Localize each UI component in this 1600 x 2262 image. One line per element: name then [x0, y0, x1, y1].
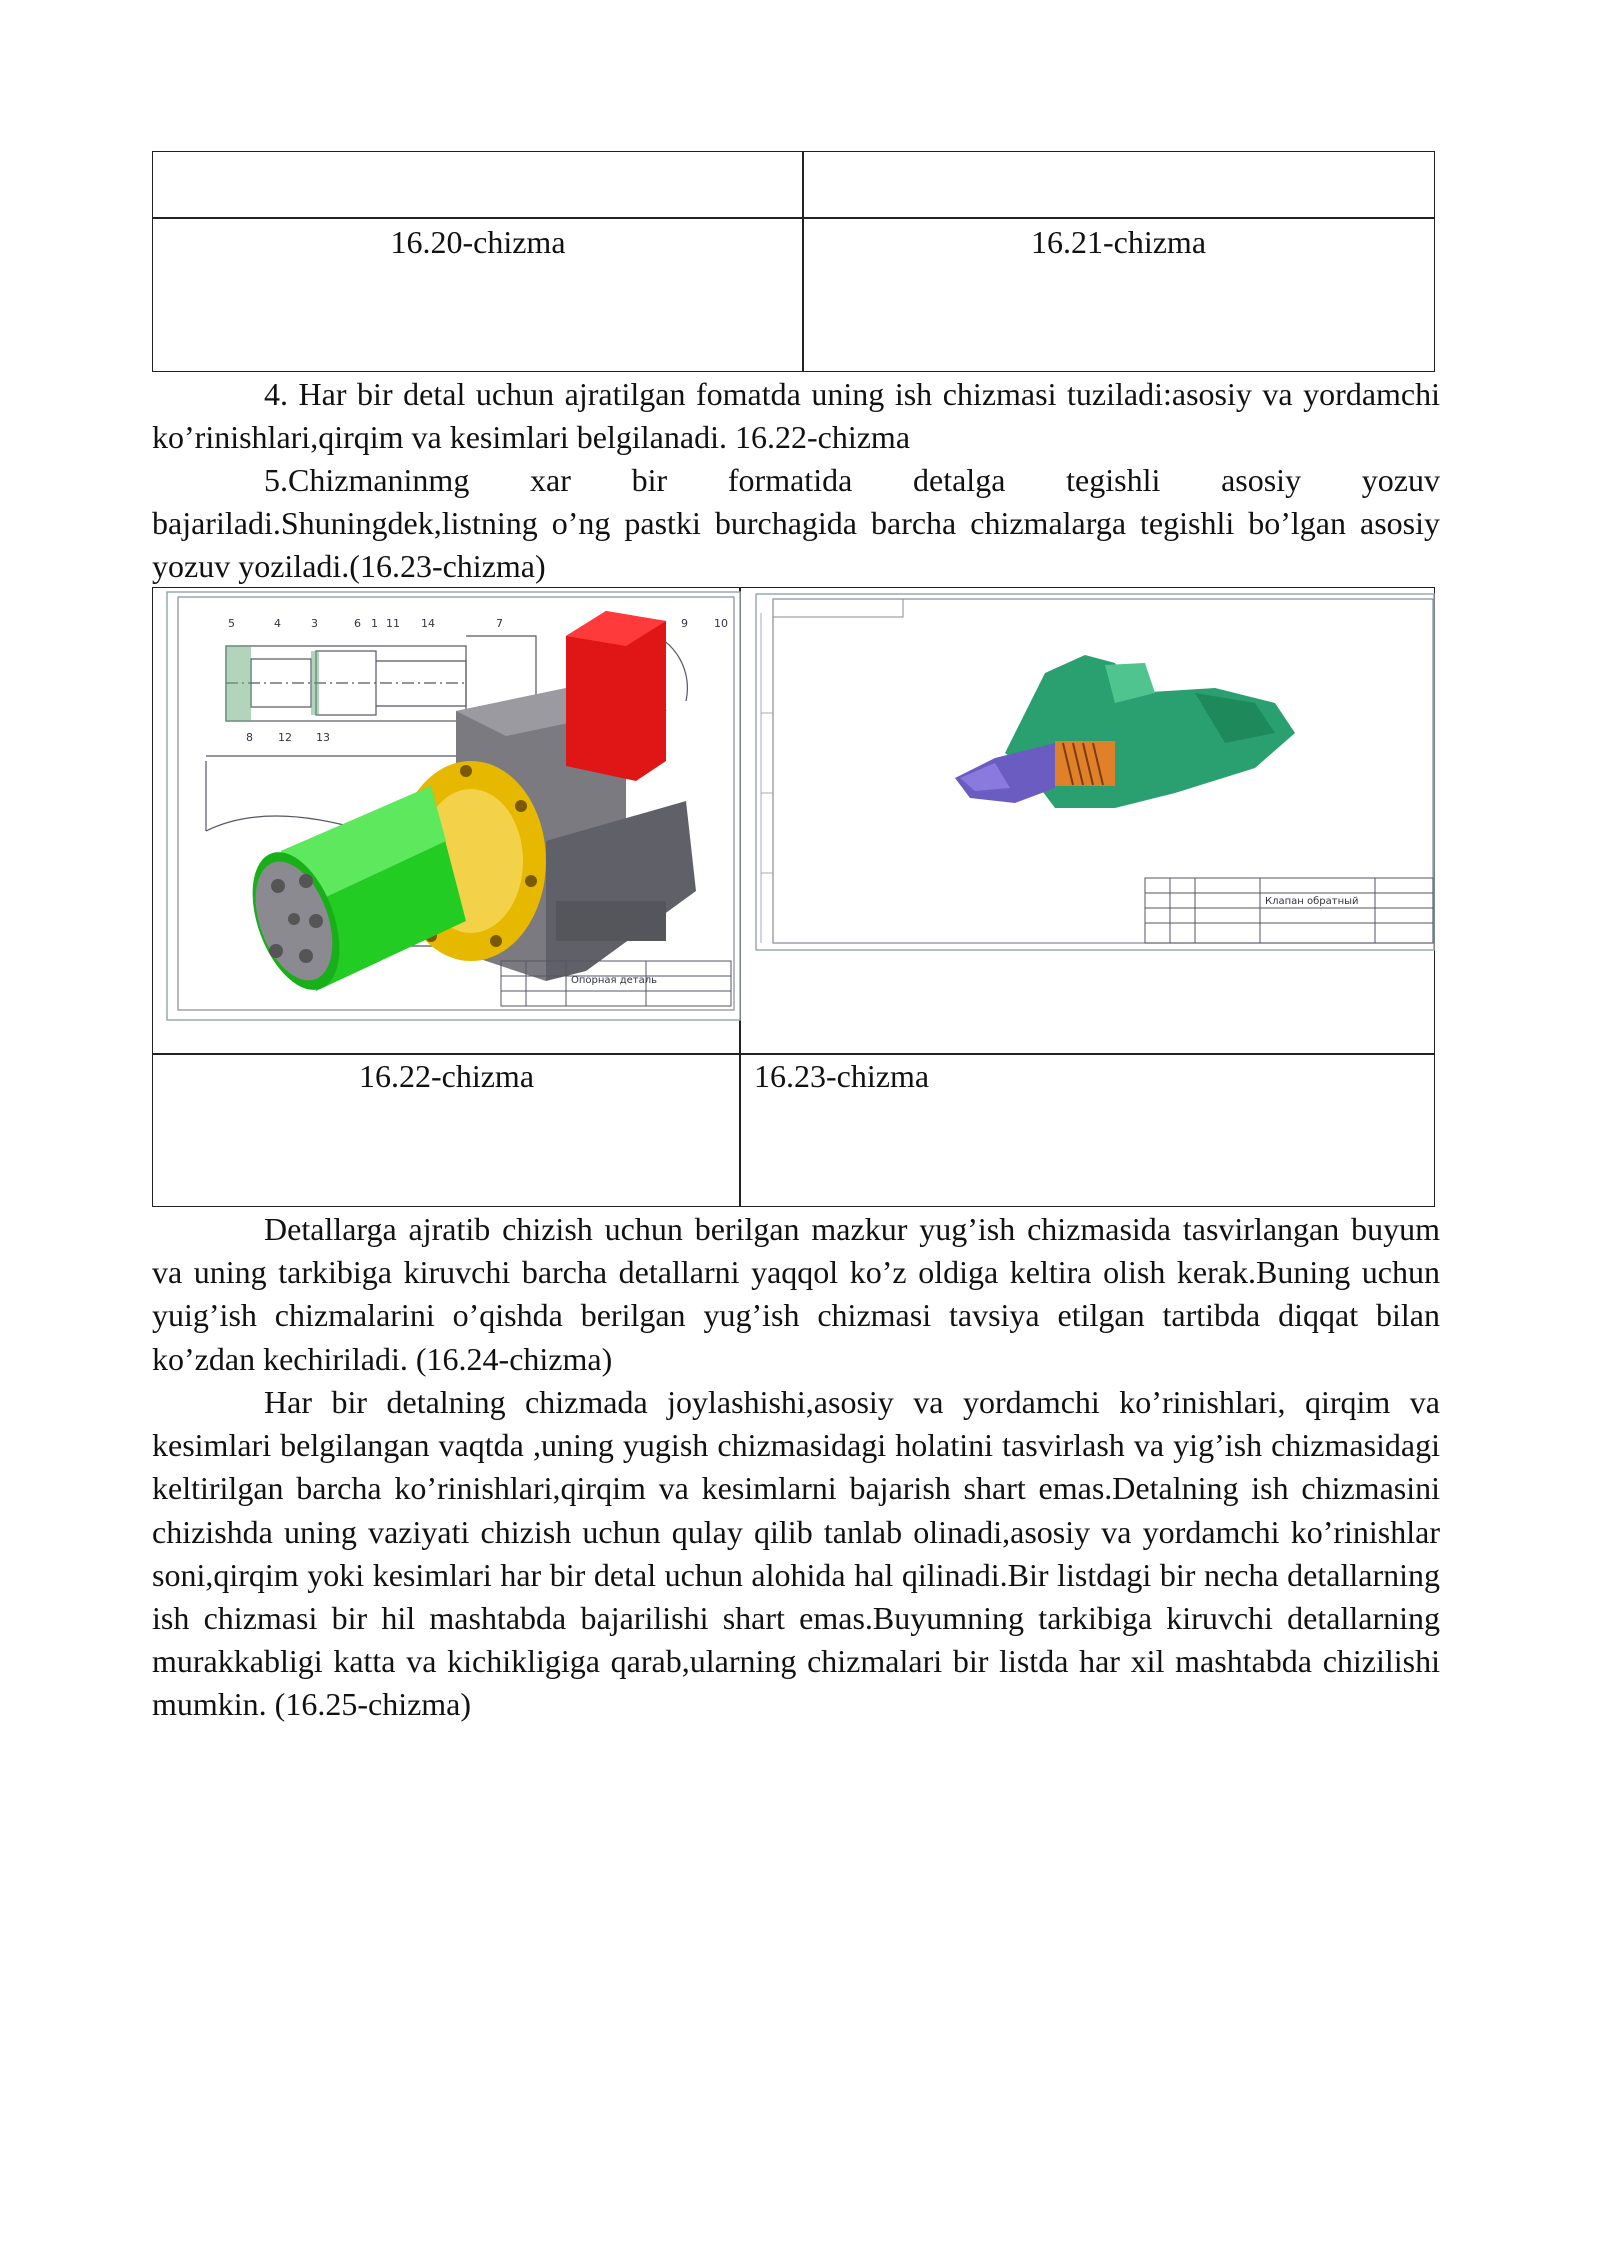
svg-text:4: 4 [274, 617, 281, 630]
svg-text:1: 1 [371, 617, 378, 630]
svg-text:13: 13 [316, 731, 330, 744]
svg-text:8: 8 [246, 731, 253, 744]
figure-caption-16-23: 16.23-chizma [754, 1058, 930, 1094]
svg-text:3: 3 [311, 617, 318, 630]
svg-text:5: 5 [228, 617, 235, 630]
paragraph-step-5: 5.Chizmaninmg xar bir formatida detalga tegishli asosiy yozuv bajariladi.Shuningdek,listning o’ng pastki burchagida barcha chizmalarga tegishli bo’lgan asosiy yozuv yoziladi.(16.23-chizma) [152, 462, 1440, 585]
figure-caption-16-21: 16.21-chizma [1030, 224, 1207, 260]
svg-text:14: 14 [421, 617, 435, 630]
table1-top-right-cell [802, 151, 1435, 219]
table1-top-left-cell [152, 151, 804, 219]
svg-text:9: 9 [681, 617, 688, 630]
paragraph-step-4: 4. Har bir detal uchun ajratilgan fomatda uning ish chizmasi tuziladi:asosiy va yordamchi ko’rinishlari,qirqim va kesimlari belgilanadi. 16.22-chizma [152, 376, 1440, 456]
svg-text:11: 11 [386, 617, 400, 630]
figure-16-23-title-block-text: Клапан обратный [1265, 896, 1359, 907]
svg-text:12: 12 [278, 731, 292, 744]
svg-text:6: 6 [354, 617, 361, 630]
figure-caption-16-20: 16.20-chizma [390, 224, 566, 260]
svg-text:10: 10 [714, 617, 728, 630]
figure-16-22-image [166, 591, 741, 1021]
svg-text:7: 7 [496, 617, 503, 630]
paragraph-detail-placement: Har bir detalning chizmada joylashishi,asosiy va yordamchi ko’rinishlari, qirqim va kesimlari belgilangan vaqtda ,uning yugish chizmasidagi holatini tasvirlash va yig’ish chizmasidagi keltirilgan barcha ko’rinishlari,qirqim va kesimlarni bajarish shart emas.Detalning ish chizmasini chizishda uning vaziyati chizish uchun qulay qilib tanlab olinadi,asosiy va yordamchi ko’rinishlar soni,qirqim yoki kesimlari har bir detal uchun alohida hal qilinadi.Bir listdagi bir necha detallarning ish chizmasi bir hil mashtabda bajarilishi shart emas.Buyumning tarkibiga kiruvchi detallarning murakkabligi katta va kichikligiga qarab,ularning chizmalari bir listda har xil mashtabda chizilishi mumkin. (16.25-chizma) [152, 1384, 1440, 1723]
figure-16-23-image [755, 593, 1435, 953]
figure-16-22-title-block-text: Опорная деталь [571, 975, 658, 986]
paragraph-detail-drawing: Detallarga ajratib chizish uchun berilgan mazkur yug’ish chizmasida tasvirlangan buyum va uning tarkibiga kiruvchi barcha detallarni yaqqol ko’z oldiga keltira olish kerak.Buning uchun yuig’ish chizmalarini o’qishda berilgan yug’ish chizmasi tavsiya etilgan tartibda diqqat bilan ko’zdan kechiriladi. (16.24-chizma) [152, 1211, 1440, 1377]
figure-caption-16-22: 16.22-chizma [358, 1058, 535, 1094]
